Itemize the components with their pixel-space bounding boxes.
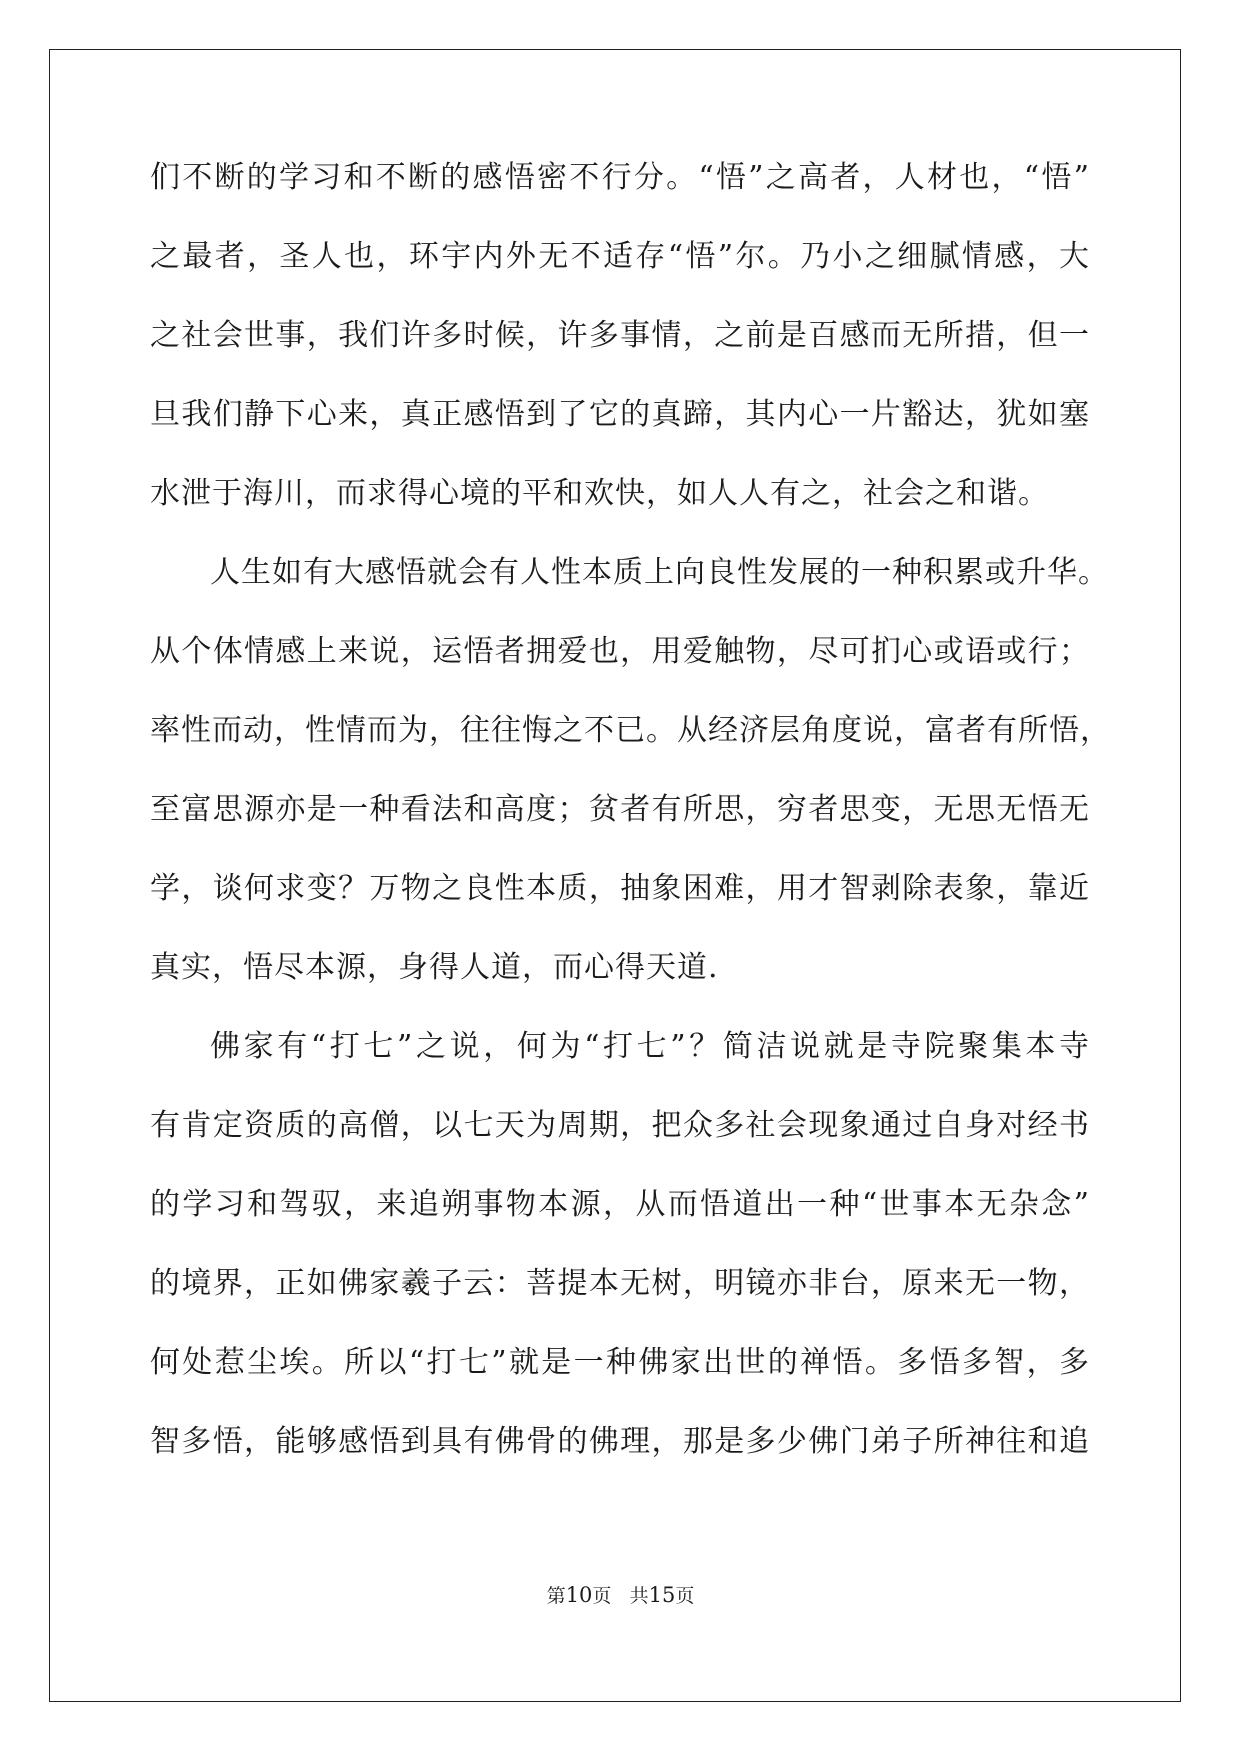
body-text-line: 旦我们静下心来，真正感悟到了它的真蹄，其内心一片豁达，犹如塞 xyxy=(150,397,1090,432)
total-label-prefix: 共 xyxy=(629,1585,649,1607)
page-label-prefix: 第 xyxy=(546,1585,566,1607)
body-text-line: 何处惹尘埃。所以“打七”就是一种佛家出世的禅悟。多悟多智，多 xyxy=(150,1345,1090,1380)
body-text-line: 之最者，圣人也，环宇内外无不适存“悟”尔。乃小之细腻情感，大 xyxy=(150,239,1090,274)
body-text-line: 人生如有大感悟就会有人性本质上向良性发展的一种积累或升华。 xyxy=(210,555,1109,590)
total-label-suffix: 页 xyxy=(675,1585,695,1607)
body-text-line: 率性而动，性情而为，往往悔之不已。从经济层角度说，富者有所悟， xyxy=(150,713,1111,748)
body-text-line: 佛家有“打七”之说，何为“打七”？简洁说就是寺院聚集本寺 xyxy=(210,1029,1090,1064)
total-pages-number: 15 xyxy=(648,1583,676,1607)
body-text-line: 智多悟，能够感悟到具有佛骨的佛理，那是多少佛门弟子所神往和追 xyxy=(150,1424,1090,1459)
body-text-line: 学，谈何求变？万物之良性本质，抽象困难，用才智剥除表象，靠近 xyxy=(150,871,1090,906)
body-text-line: 之社会世事，我们许多时候，许多事情，之前是百感而无所措，但一 xyxy=(150,318,1090,353)
body-text-line: 至富思源亦是一种看法和高度；贫者有所思，穷者思变，无思无悟无 xyxy=(150,792,1090,827)
body-text-line: 水泄于海川，而求得心境的平和欢快，如人人有之，社会之和谐。 xyxy=(150,476,1049,511)
body-text-line: 有肯定资质的高僧，以七天为周期，把众多社会现象通过自身对经书 xyxy=(150,1108,1090,1143)
body-text-line: 的境界，正如佛家羲子云：菩提本无树，明镜亦非台，原来无一物， xyxy=(150,1266,1090,1301)
page-footer xyxy=(0,1583,1241,1608)
body-text-line: 从个体情感上来说，运悟者拥爱也，用爱触物，尽可扪心或语或行； xyxy=(150,634,1090,669)
page-label-suffix: 页 xyxy=(592,1585,612,1607)
current-page-number: 10 xyxy=(565,1583,593,1607)
body-text-line: 真实，悟尽本源，身得人道，而心得天道. xyxy=(150,950,719,985)
body-text-line: 的学习和驾驭，来追朔事物本源，从而悟道出一种“世事本无杂念” xyxy=(150,1187,1090,1222)
body-text-line: 们不断的学习和不断的感悟密不行分。“悟”之高者，人材也，“悟” xyxy=(150,160,1090,195)
